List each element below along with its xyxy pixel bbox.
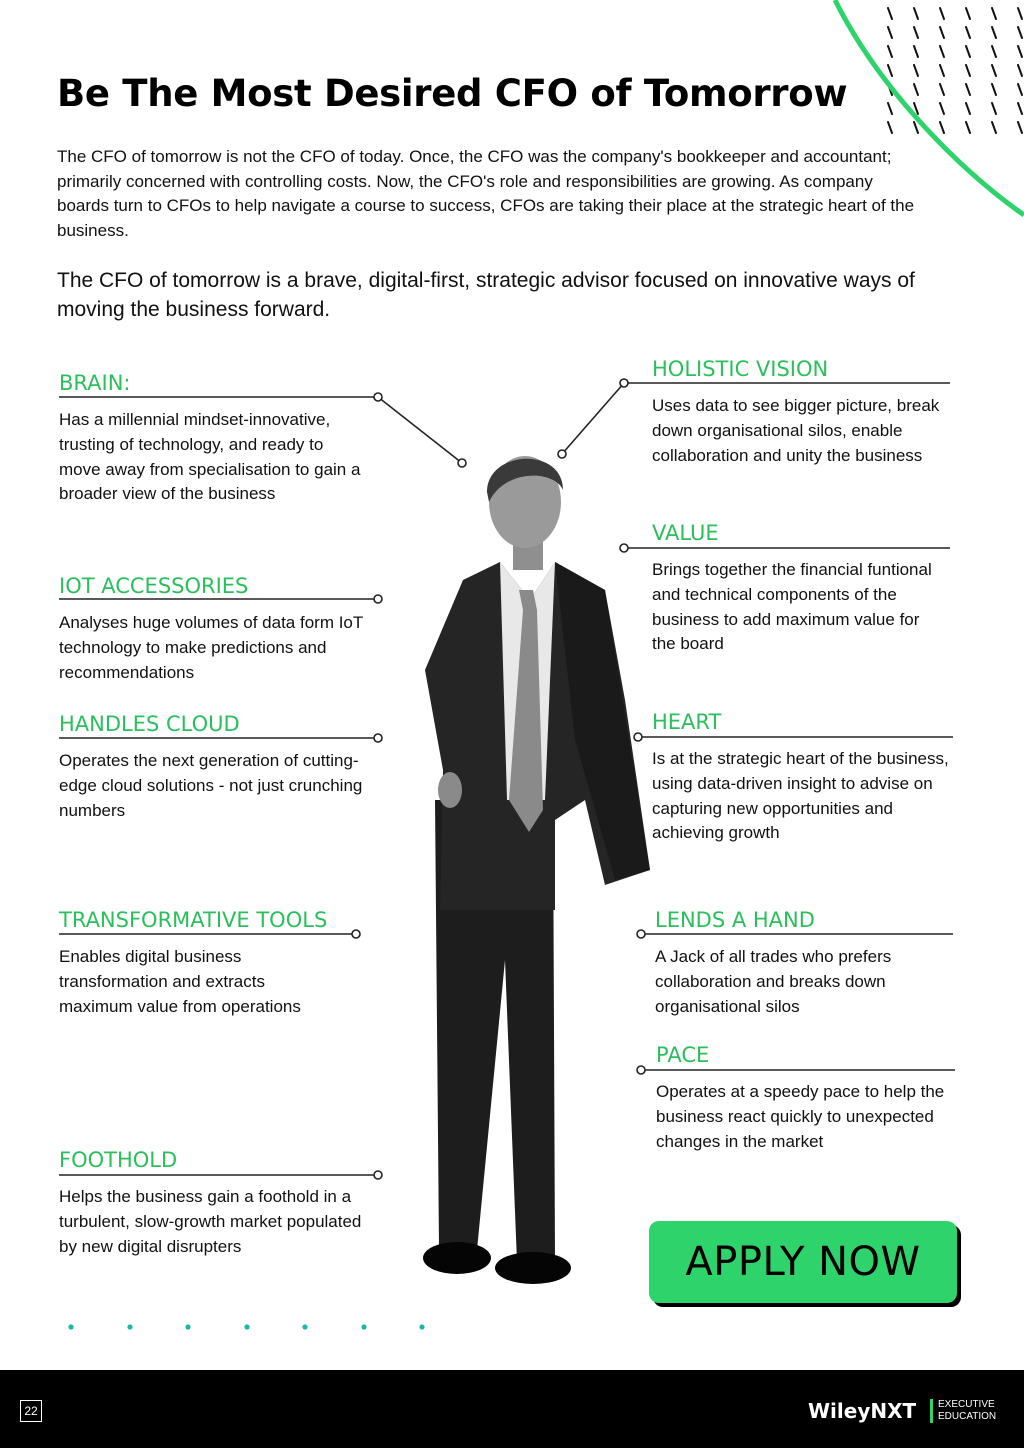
feature-text: Analyses huge volumes of data form IoT technology to make predictions and recommendations [59,613,363,682]
dash-mark [1018,8,1022,19]
feature-text: Brings together the financial funtional and technical components of the business to add maximum value for the board [652,560,932,654]
dash-mark [940,103,944,114]
brand-subtitle [938,1399,996,1423]
feature-title: TRANSFORMATIVE TOOLS [59,908,328,932]
feature-text: Operates at a speedy pace to help the business react quickly to unexpected changes in the market [656,1082,945,1151]
dash-mark [914,84,918,95]
brand-sub-line-1: EXECUTIVE [938,1399,995,1410]
feature-title: BRAIN: [59,371,131,395]
dash-mark [966,122,970,133]
dash-mark [992,122,996,133]
dash-mark [914,65,918,76]
dash-mark [1018,103,1022,114]
feature-text: A Jack of all trades who prefers collaboration and breaks down organisational silos [655,947,892,1016]
brand-divider [930,1399,933,1423]
dash-mark [992,84,996,95]
feature-title: PACE [656,1043,710,1067]
dash-mark [1018,46,1022,57]
dash-mark [992,65,996,76]
dash-mark [966,84,970,95]
feature-title: LENDS A HAND [655,908,815,932]
dash-mark [888,122,892,133]
dash-mark [914,122,918,133]
dash-mark [888,8,892,19]
brand-logo: WileyNXT [808,1399,917,1423]
feature-text: Uses data to see bigger picture, break down organisational silos, enable collaboration and unity the business [652,396,940,465]
dash-mark [966,65,970,76]
dash-mark [1018,84,1022,95]
dash-mark [992,27,996,38]
feature-title: HEART [652,710,722,734]
feature-text: Enables digital business transformation and extracts maximum value from operations [59,947,301,1016]
dash-mark [966,46,970,57]
cfo-photo [405,440,665,1300]
feature-foothold [59,1147,379,1259]
dash-mark [914,8,918,19]
feature-text: Helps the business gain a foothold in a turbulent, slow-growth market populated by new digital disrupters [59,1187,362,1256]
dash-mark [940,122,944,133]
feature-title: FOOTHOLD [59,1148,178,1172]
dash-mark [1018,65,1022,76]
dash-mark [888,27,892,38]
feature-handles-cloud [59,711,369,823]
feature-title: HANDLES CLOUD [59,712,240,736]
page-title: Be The Most Desired CFO of Tomorrow [57,72,848,115]
dash-mark [914,27,918,38]
dash-mark [966,27,970,38]
dash-mark [966,103,970,114]
feature-holistic-vision [652,356,952,468]
dash-mark [940,84,944,95]
feature-lends-a-hand [655,907,945,1019]
feature-pace [656,1042,961,1154]
feature-text: Has a millennial mindset-innovative, trusting of technology, and ready to move away from specialisation to gain a broader view of the business [59,410,361,504]
dash-mark [992,8,996,19]
feature-iot-accessories [59,573,369,685]
lead-paragraph: The CFO of tomorrow is a brave, digital-first, strategic advisor focused on innovative ways of moving the business forward. [57,269,915,321]
feature-title: IOT ACCESSORIES [59,574,249,598]
dash-mark [940,8,944,19]
dash-mark [992,103,996,114]
dash-mark [940,27,944,38]
feature-title: VALUE [652,521,719,545]
page-number: 22 [20,1400,42,1422]
feature-transformative-tools [59,907,328,1019]
dot-row [68,1324,424,1329]
apply-now-button[interactable]: APPLY NOW [649,1221,957,1303]
dash-mark [888,65,892,76]
dash-mark [914,46,918,57]
feature-text: Is at the strategic heart of the business, using data-driven insight to advise on capturing new opportunities and achieving growth [652,749,949,843]
feature-text: Operates the next generation of cutting-edge cloud solutions - not just crunching numbers [59,751,363,820]
feature-title: HOLISTIC VISION [652,357,829,381]
dash-mark [966,8,970,19]
dash-mark [888,103,892,114]
feature-brain [59,370,369,507]
intro-paragraph: The CFO of tomorrow is not the CFO of today. Once, the CFO was the company's bookkeeper and accountant; primarily concerned with controlling costs. Now, the CFO's role and responsibilities are growing. As company boards turn to CFOs to help navigate a course to success, CFOs are taking their place at the strategic heart of the business. [57,147,915,240]
dash-mark [1018,27,1022,38]
feature-heart [652,709,957,846]
brand-sub-line-2: EDUCATION [938,1411,997,1422]
dash-mark [992,46,996,57]
dash-mark [940,65,944,76]
dash-mark [1018,122,1022,133]
feature-value [652,520,932,657]
dash-mark [940,46,944,57]
dash-mark [888,46,892,57]
